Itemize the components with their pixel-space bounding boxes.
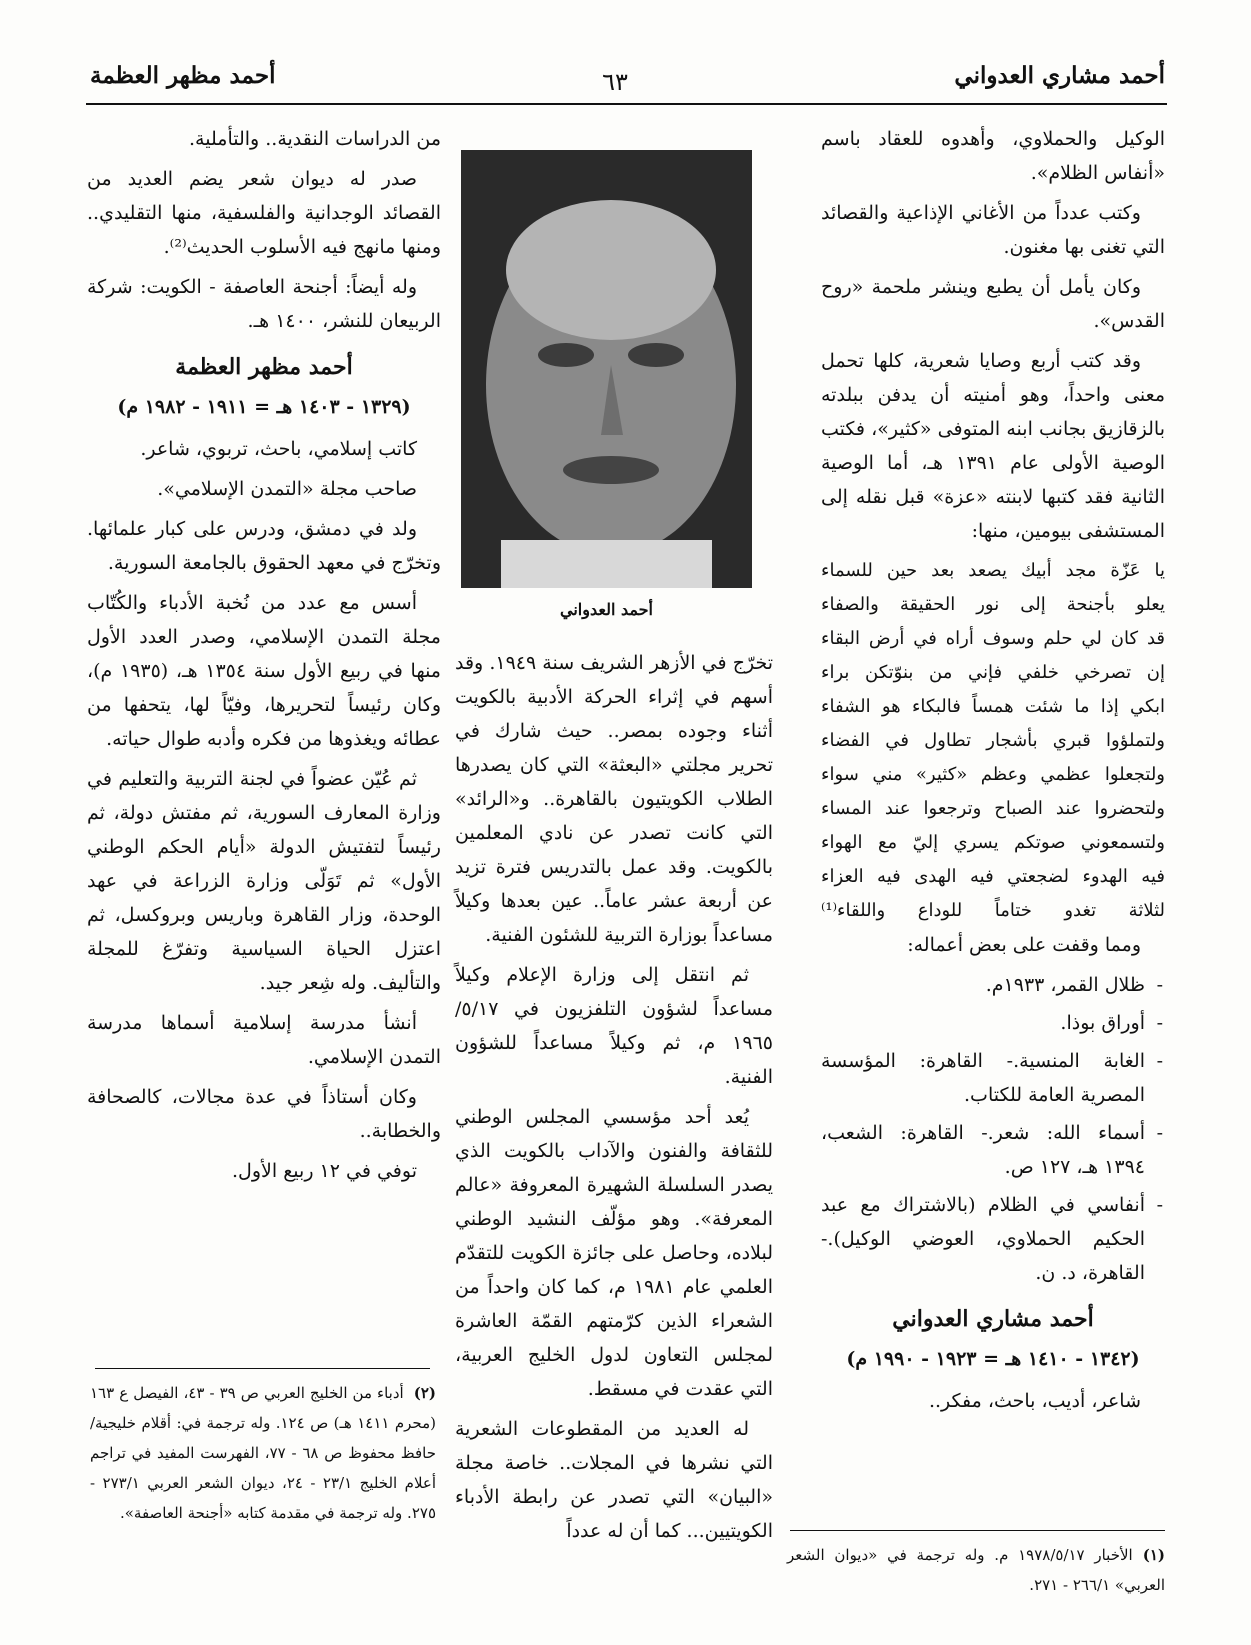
paragraph: توفي في ١٢ ربيع الأول. (232, 1160, 417, 1182)
page-number: ٦٣ (602, 68, 628, 96)
poem-verse: قد كان لي حلم وسوف أراه في أرض البقاء (821, 628, 1165, 649)
paragraph: وكان يأمل أن يطبع وينشر ملحمة «روح القدس». (821, 276, 1165, 332)
footnote-rule (95, 1368, 430, 1369)
footnote-text: الأخبار ١٩٧٨/٥/١٧ م. وله ترجمة في «ديوان الشعر العربي» ٢٦٦/١ - ٢٧١. (787, 1546, 1165, 1594)
poem-verse: ولتحضروا عند الصباح وترجعوا عند المساء (821, 798, 1165, 819)
poem-verse: إن تصرخي خلفي فإني من بنوّتكن براء (821, 662, 1165, 683)
footnote-number: (١) (1142, 1546, 1165, 1564)
entry-heading: أحمد مظهر العظمة (175, 354, 353, 380)
footnote-number: (٢) (413, 1384, 436, 1402)
paragraph: وكتب عدداً من الأغاني الإذاعية والقصائد التي تغنى بها مغنون. (821, 202, 1165, 258)
footnote-rule (790, 1530, 1165, 1531)
paragraph: من الدراسات النقدية.. والتأملية. (189, 128, 441, 150)
poem-verse: يعلو بأجنحة إلى نور الحقيقة والصفاء (821, 594, 1165, 615)
list-item: - ظلال القمر، ١٩٣٣م. (821, 968, 1165, 1002)
poem-verse: ولتملؤوا قبري بأشجار تطاول في الفضاء (821, 730, 1165, 751)
paragraph: وقد كتب أربع وصايا شعرية، كلها تحمل معنى واحداً، وهو أمنيته أن يدفن ببلدته بالزقازيق بجانب ابنه المتوفى «كثير»، فكتب الوصية الأولى عام ١٣٩١ هـ، أما الوصية الثانية فقد كتبها لابنته «عزة» قبل نقله إلى المستشفى بيومين، منها: (821, 350, 1165, 542)
paragraph: يُعد أحد مؤسسي المجلس الوطني للثقافة والفنون والآداب بالكويت الذي يصدر السلسلة الشهيرة المعروفة «عالم المعرفة». وهو مؤلّف النشيد الوطني لبلاده، وحاصل على جائزة الكويت للتقدّم العلمي عام ١٩٨١ م، كما كان واحداً من الشعراء الذين كرّمتهم القمّة العاشرة لمجلس التعاون لدول الخليج العربية، التي عقدت في مسقط. (455, 1106, 773, 1400)
paragraph: أسس مع عدد من نُخبة الأدباء والكُتّاب مجلة التمدن الإسلامي، وصدر العدد الأول منها في ربيع الأول سنة ١٣٥٤ هـ، (١٩٣٥ م)، وكان رئيساً لتحريرها، وفيّاً لها، يتحفها من عطائه ويغذوها من فكره وأدبه طوال حياته. (87, 592, 441, 750)
poem-verse: فيه الهدوء لضجعتي فيه الهدى فيه العزاء (821, 866, 1165, 887)
list-item: - أنفاسي في الظلام (بالاشتراك مع عبد الحكيم الحملاوي، العوضي الوكيل).- القاهرة، د. ن. (821, 1188, 1165, 1290)
paragraph: له العديد من المقطوعات الشعرية التي نشرها في المجلات.. خاصة مجلة «البيان» التي تصدر عن رابطة الأدباء الكويتيين... كما أن له عدداً (455, 1418, 773, 1542)
portrait-photo (461, 150, 752, 588)
entry-heading: أحمد مشاري العدواني (892, 1306, 1094, 1332)
list-item: - الغابة المنسية.- القاهرة: المؤسسة المصرية العامة للكتاب. (821, 1044, 1165, 1112)
photo-caption: أحمد العدواني (560, 600, 653, 619)
portrait-image (461, 150, 752, 588)
footnote-1 (787, 1540, 1165, 1600)
header-rule (86, 103, 1167, 105)
column-left (87, 122, 441, 1194)
poem-verse: يا عَزّة مجد أبيك يصعد بعد حين للسماء (821, 560, 1165, 581)
paragraph: ولد في دمشق، ودرس على كبار علمائها. وتخرّج في معهد الحقوق بالجامعة السورية. (87, 518, 441, 574)
poem-verse: ولتجعلوا عظمي وعظم «كثير» مني سواء (821, 764, 1165, 785)
list-item: - أسماء الله: شعر.- القاهرة: الشعب، ١٣٩٤ هـ، ١٢٧ ص. (821, 1116, 1165, 1184)
entry-dates: (١٣٤٢ - ١٤١٠ هـ = ١٩٢٣ - ١٩٩٠ م) (846, 1348, 1140, 1370)
paragraph: وله أيضاً: أجنحة العاصفة - الكويت: شركة الربيعان للنشر، ١٤٠٠ هـ. (87, 276, 441, 332)
paragraph: صدر له ديوان شعر يضم العديد من القصائد الوجدانية والفلسفية، منها التقليدي.. ومنها مانهج فيه الأسلوب الحديث⁽²⁾. (87, 168, 441, 258)
poem-verse: ابكي إذا ما شئت همساً فالبكاء هو الشفاء (821, 696, 1165, 717)
paragraph: صاحب مجلة «التمدن الإسلامي». (157, 478, 417, 500)
footnote-text: أدباء من الخليج العربي ص ٣٩ - ٤٣، الفيصل ع ١٦٣ (محرم ١٤١١ هـ) ص ١٢٤. وله ترجمة في: أقلام خليجية/ حافظ محفوظ ص ٦٨ - ٧٧، الفهرست المفيد في تراجم أعلام الخليج ٢٣/١ - ٢٤، ديوان الشعر العربي ٢٧٣/١ - ٢٧٥. وله ترجمة في مقدمة كتابه «أجنحة العاصفة». (90, 1384, 437, 1522)
paragraph: وكان أستاذاً في عدة مجالات، كالصحافة والخطابة.. (87, 1086, 441, 1142)
poem-verse: ولتسمعوني صوتكم يسري إليّ مع الهواء (821, 832, 1165, 853)
works-intro: ومما وقفت على بعض أعماله: (907, 934, 1141, 956)
paragraph: ثم انتقل إلى وزارة الإعلام وكيلاً مساعداً لشؤون التلفزيون في ٥/١٧/ ١٩٦٥ م، ثم وكيلاً مساعداً للشؤون الفنية. (455, 964, 773, 1088)
entry-dates: (١٣٢٩ - ١٤٠٣ هـ = ١٩١١ - ١٩٨٢ م) (117, 396, 411, 418)
poem (821, 554, 1165, 928)
column-middle (455, 646, 773, 1554)
list-item: - أوراق بوذا. (821, 1006, 1165, 1040)
paragraph: الوكيل والحملاوي، وأهدوه للعقاد باسم «أنفاس الظلام». (821, 128, 1165, 184)
entry-description: شاعر، أديب، باحث، مفكر.. (928, 1390, 1141, 1412)
running-header-left: أحمد مظهر العظمة (90, 62, 276, 89)
footnote-2 (90, 1378, 436, 1528)
paragraph: أنشأ مدرسة إسلامية أسماها مدرسة التمدن الإسلامي. (87, 1012, 441, 1068)
poem-verse: لثلاثة تغدو ختاماً للوداع واللقاء⁽¹⁾ (821, 900, 1165, 921)
running-header-right: أحمد مشاري العدواني (954, 62, 1165, 89)
works-list (821, 968, 1165, 1290)
column-right (821, 122, 1165, 1424)
paragraph: ثم عُيّن عضواً في لجنة التربية والتعليم في وزارة المعارف السورية، ثم مفتش دولة، ثم رئيساً لتفتيش الدولة «أيام الحكم الوطني الأول» ثم تَوَلّى وزارة الزراعة في عهد الوحدة، وزار القاهرة وباريس وبروكسل، ثم اعتزل الحياة السياسية وتفرّغ للمجلة والتأليف. وله شِعر جيد. (87, 768, 441, 994)
paragraph: كاتب إسلامي، باحث، تربوي، شاعر. (140, 438, 417, 460)
paragraph: تخرّج في الأزهر الشريف سنة ١٩٤٩. وقد أسهم في إثراء الحركة الأدبية بالكويت أثناء وجوده بمصر.. حيث شارك في تحرير مجلتي «البعثة» التي كان يصدرها الطلاب الكويتيون بالقاهرة.. و«الرائد» التي كانت تصدر عن نادي المعلمين بالكويت. وقد عمل بالتدريس فترة تزيد عن أربعة عشر عاماً.. عين بعدها وكيلاً مساعداً بوزارة التربية للشئون الفنية. (455, 652, 773, 946)
